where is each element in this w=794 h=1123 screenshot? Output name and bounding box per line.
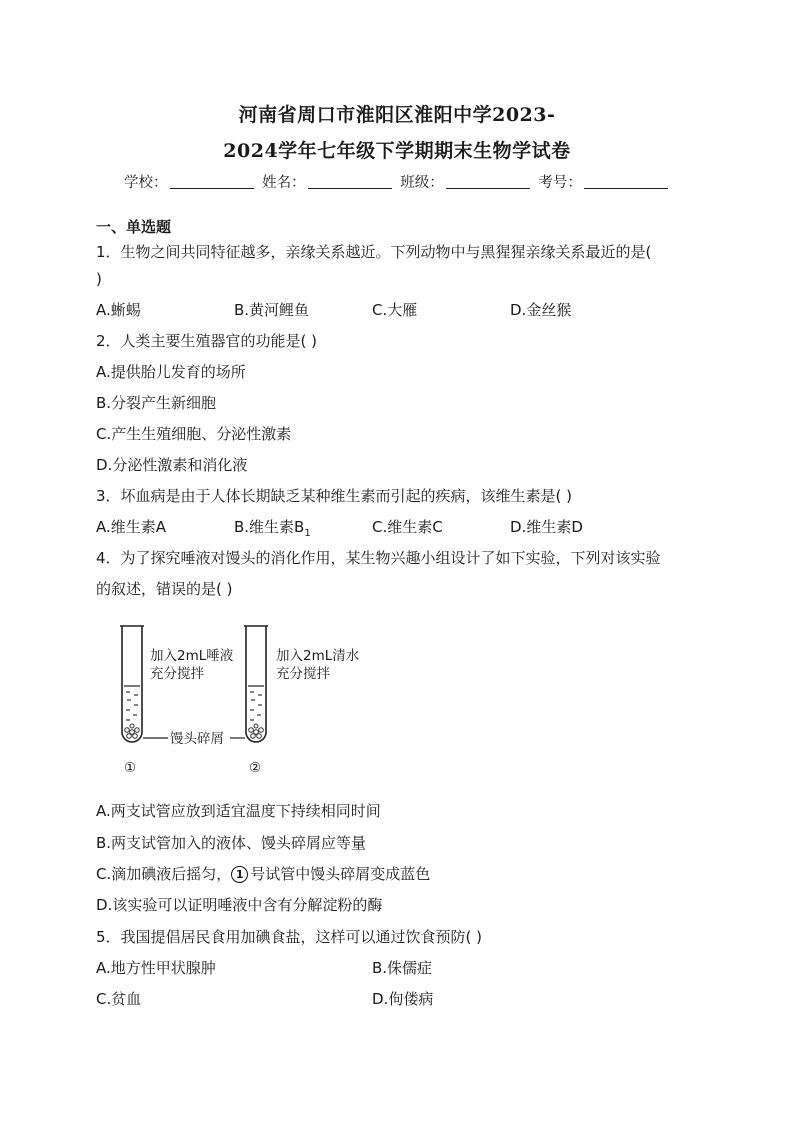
tube2-number: ② bbox=[249, 760, 262, 776]
q1-option-a[interactable]: A.蜥蜴 bbox=[96, 301, 141, 319]
number-blank[interactable] bbox=[584, 174, 668, 189]
q4-option-b[interactable]: B.两支试管加入的液体、馒头碎屑应等量 bbox=[96, 834, 367, 852]
q1-stem-line1: 1．生物之间共同特征越多，亲缘关系越近。下列动物中与黑猩猩亲缘关系最近的是( bbox=[96, 243, 652, 261]
q1-option-c[interactable]: C.大雁 bbox=[372, 301, 418, 319]
exam-title-line2: 2024学年七年级下学期期末生物学试卷 bbox=[223, 140, 571, 162]
q4-option-c-text: C.滴加碘液后摇匀， bbox=[96, 865, 232, 883]
q3-stem: 3．坏血病是由于人体长期缺乏某种维生素而引起的疾病，该维生素是( ) bbox=[96, 487, 573, 505]
school-blank[interactable] bbox=[170, 174, 254, 189]
q3-option-b[interactable] bbox=[234, 516, 311, 539]
crumbs-label: 馒头碎屑 bbox=[170, 731, 224, 747]
q4-option-c[interactable] bbox=[96, 863, 430, 884]
q5-option-c[interactable]: C.贫血 bbox=[96, 990, 142, 1008]
q2-option-d[interactable]: D.分泌性激素和消化液 bbox=[96, 456, 248, 474]
q4-option-a[interactable]: A.两支试管应放到适宜温度下持续相同时间 bbox=[96, 802, 381, 820]
class-label: 班级： bbox=[400, 175, 444, 191]
q5-option-a[interactable]: A.地方性甲状腺肿 bbox=[96, 959, 216, 977]
q2-stem: 2．人类主要生殖器官的功能是( ) bbox=[96, 332, 318, 350]
school-label: 学校： bbox=[124, 175, 168, 191]
name-label: 姓名： bbox=[262, 175, 306, 191]
q5-option-b[interactable]: B.侏儒症 bbox=[372, 959, 433, 977]
tube1-label-line1: 加入2mL唾液 bbox=[150, 648, 234, 664]
q2-option-a[interactable]: A.提供胎儿发育的场所 bbox=[96, 363, 246, 381]
q1-stem-line2: ) bbox=[96, 270, 102, 288]
q3-option-c[interactable]: C.维生素C bbox=[372, 518, 443, 536]
exam-title-line1: 河南省周口市淮阳区淮阳中学2023- bbox=[238, 104, 556, 126]
test-tube-experiment-figure bbox=[112, 620, 392, 780]
section-title: 一、单选题 bbox=[96, 218, 172, 236]
q3-option-a[interactable]: A.维生素A bbox=[96, 518, 167, 536]
q3-option-b-text: B.维生素B bbox=[234, 518, 305, 536]
q1-option-b[interactable]: B.黄河鲤鱼 bbox=[234, 301, 310, 319]
q2-option-b[interactable]: B.分裂产生新细胞 bbox=[96, 394, 217, 412]
number-label: 考号： bbox=[538, 175, 582, 191]
class-blank[interactable] bbox=[446, 174, 530, 189]
tube2-label-line1: 加入2mL清水 bbox=[276, 648, 360, 664]
name-blank[interactable] bbox=[308, 174, 392, 189]
q4-stem-line2: 的叙述，错误的是( ) bbox=[96, 580, 233, 598]
circled-number-1: 1 bbox=[231, 866, 248, 883]
tube1-label-line2: 充分搅拌 bbox=[150, 666, 204, 682]
q4-stem-line1: 4．为了探究唾液对馒头的消化作用，某生物兴趣小组设计了如下实验，下列对该实验 bbox=[96, 549, 661, 567]
q1-option-d[interactable]: D.金丝猴 bbox=[510, 301, 572, 319]
test-tube-1 bbox=[120, 626, 144, 742]
q2-option-c[interactable]: C.产生生殖细胞、分泌性激素 bbox=[96, 425, 292, 443]
tube1-number: ① bbox=[124, 760, 137, 776]
q5-option-d[interactable]: D.佝偻病 bbox=[372, 990, 434, 1008]
q3-option-d[interactable]: D.维生素D bbox=[510, 518, 583, 536]
test-tube-2 bbox=[244, 626, 268, 742]
tube2-label-line2: 充分搅拌 bbox=[276, 666, 330, 682]
student-info-row bbox=[124, 171, 672, 192]
q4-option-c-rest: 号试管中馒头碎屑变成蓝色 bbox=[250, 865, 431, 883]
q3-option-b-subscript: 1 bbox=[304, 528, 311, 539]
q4-option-d[interactable]: D.该实验可以证明唾液中含有分解淀粉的酶 bbox=[96, 896, 383, 914]
q5-stem: 5．我国提倡居民食用加碘食盐，这样可以通过饮食预防( ) bbox=[96, 928, 483, 946]
